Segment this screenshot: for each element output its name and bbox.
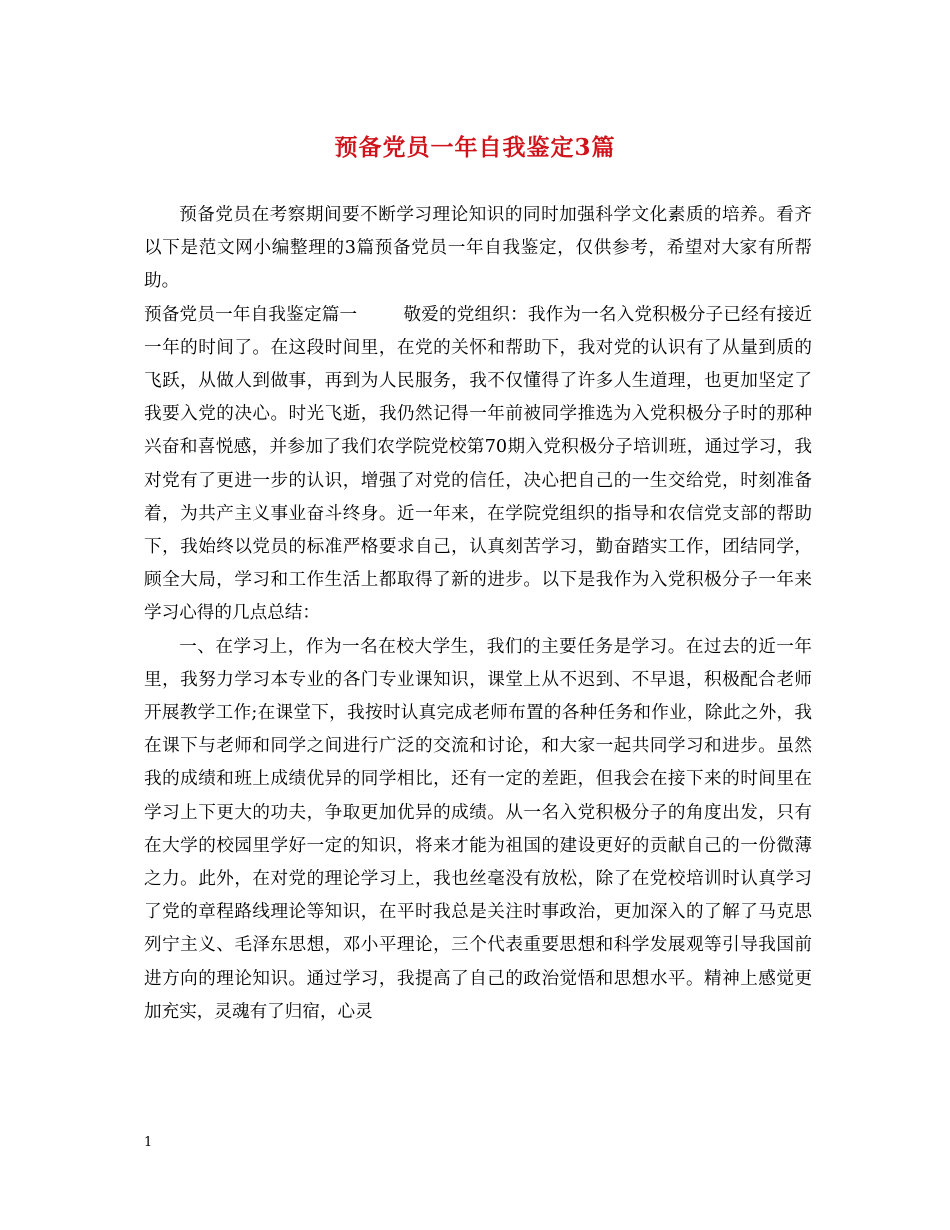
- document-body: [144, 199, 812, 1029]
- page-number: 1: [144, 1135, 153, 1150]
- study-paragraph: 一、在学习上，作为一名在校大学生，我们的主要任务是学习。在过去的近一年里，我努力学习本专业的各门专业课知识，课堂上从不迟到、不早退，积极配合老师开展教学工作;在课堂下，我按时认真完成老师布置的各种任务和作业，除此之外，我在课下与老师和同学之间进行广泛的交流和讨论，和大家一起共同学习和进步。虽然我的成绩和班上成绩优异的同学相比，还有一定的差距，但我会在接下来的时间里在学习上下更大的功夫，争取更加优异的成绩。从一名入党积极分子的角度出发，只有在大学的校园里学好一定的知识，将来才能为祖国的建设更好的贡献自己的一份微薄之力。此外，在对党的理论学习上，我也丝毫没有放松，除了在党校培训时认真学习了党的章程路线理论等知识，在平时我总是关注时事政治，更加深入的了解了马克思列宁主义、毛泽东思想，邓小平理论，三个代表重要思想和科学发展观等引导我国前进方向的理论知识。通过学习，我提高了自己的政治觉悟和思想水平。精神上感觉更加充实，灵魂有了归宿，心灵: [144, 636, 812, 1022]
- document-title: 预备党员一年自我鉴定3篇: [334, 134, 616, 161]
- intro-paragraph: 预备党员在考察期间要不断学习理论知识的同时加强科学文化素质的培养。看齐以下是范文网小编整理的3篇预备党员一年自我鉴定，仅供参考，希望对大家有所帮助。: [144, 205, 812, 292]
- section-start-text: 敬爱的党组织：我作为一名入党积极分子已经有接近一年的时间了。在这段时间里，在党的关怀和帮助下，我对党的认识有了从量到质的飞跃，从做人到做事，再到为人民服务，我不仅懂得了许多人生道理，也更加坚定了我要入党的决心。时光飞逝，我仍然记得一年前被同学推选为入党积极分子时的那种兴奋和喜悦感，并参加了我们农学院党校第70期入党积极分子培训班，通过学习，我对党有了更进一步的认识，增强了对党的信任，决心把自己的一生交给党，时刻准备着，为共产主义事业奋斗终身。近一年来，在学院党组织的指导和农信党支部的帮助下，我始终以党员的标准严格要求自己，认真刻苦学习，勤奋踏实工作，团结同学，顾全大局，学习和工作生活上都取得了新的进步。以下是我作为入党积极分子一年来学习心得的几点总结：: [144, 304, 812, 624]
- section-heading: 预备党员一年自我鉴定篇一: [144, 304, 358, 325]
- section-paragraph: [144, 299, 812, 631]
